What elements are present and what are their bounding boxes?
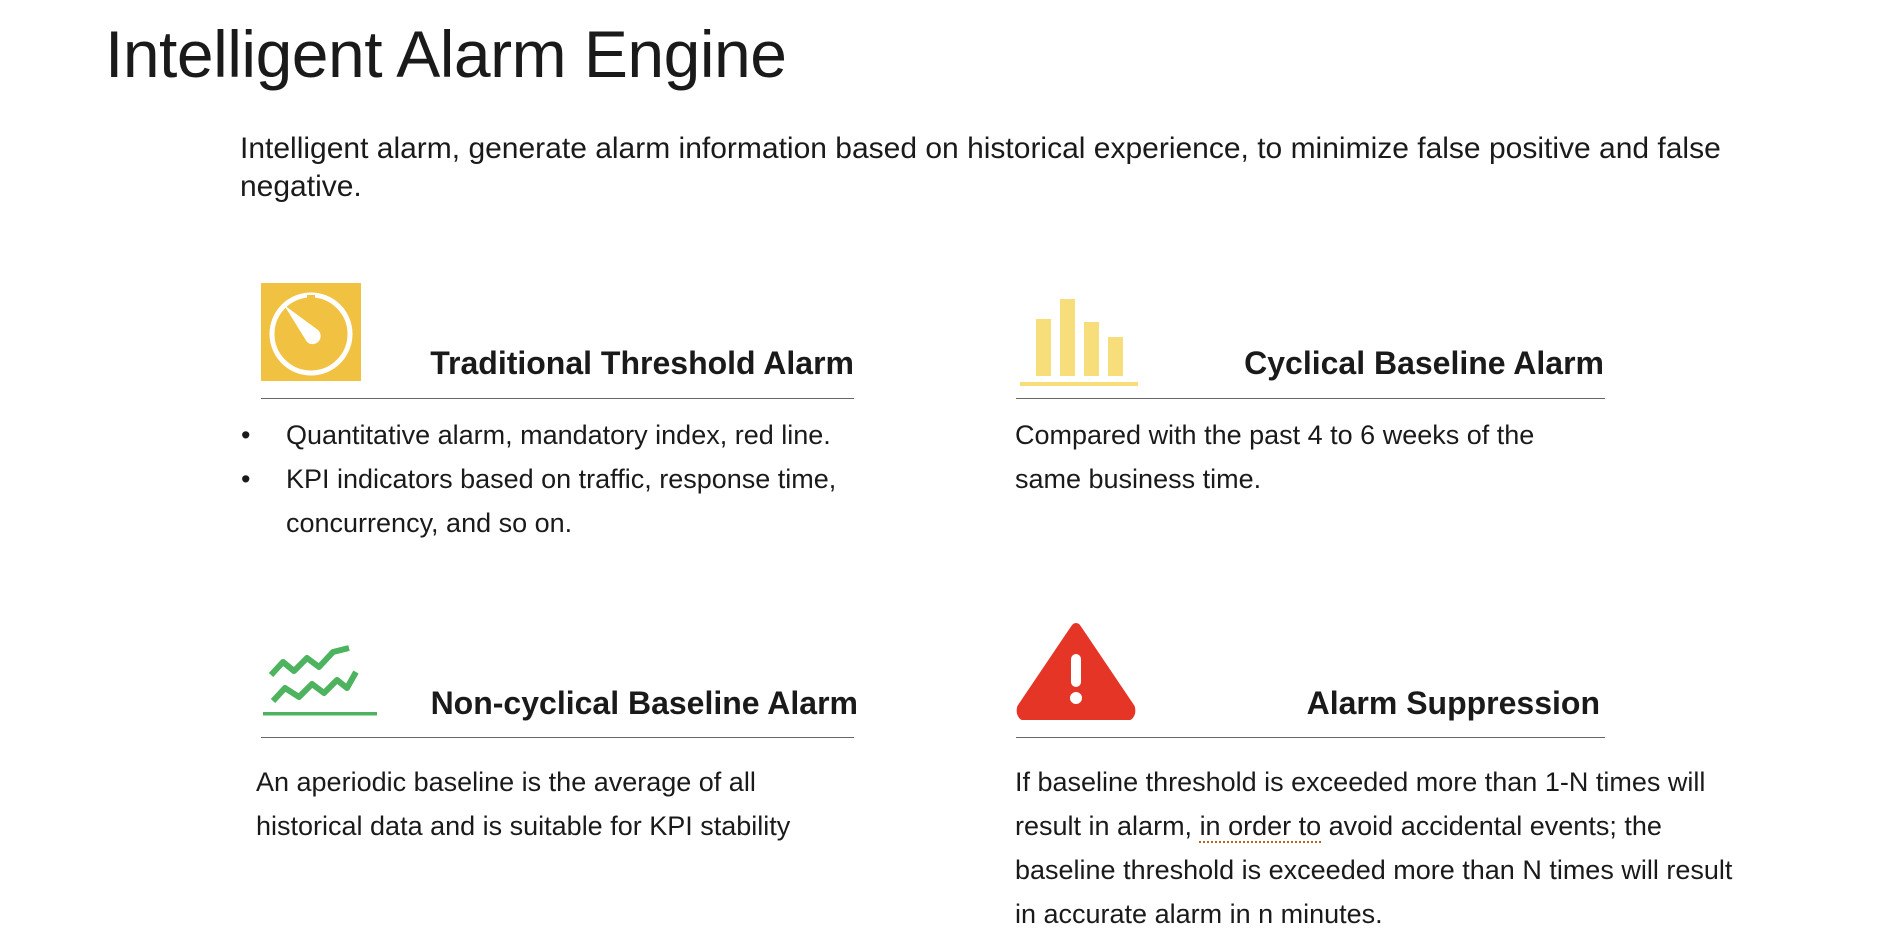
card-title-threshold: Traditional Threshold Alarm (430, 345, 854, 381)
card-divider (261, 737, 854, 738)
bullet-item: • KPI indicators based on traffic, response time, concurrency, and so on. (241, 457, 881, 545)
intro-text: Intelligent alarm, generate alarm information based on historical experience, to minimize false positive and false negative. (240, 132, 1721, 203)
card-divider (1016, 398, 1605, 399)
card-divider (1016, 737, 1605, 738)
card-divider (261, 398, 854, 399)
card-title-noncyclical: Non-cyclical Baseline Alarm (430, 685, 858, 721)
warning-triangle-icon (1016, 620, 1136, 720)
card-title-cyclical: Cyclical Baseline Alarm (1244, 345, 1604, 381)
suppression-text-start: If baseline threshold is exceeded more than 1-N times will result in alarm, (1015, 767, 1706, 841)
bullet-item: • Quantitative alarm, mandatory index, red line. (241, 413, 881, 457)
card-body-cyclical: Compared with the past 4 to 6 weeks of the same business time. (1015, 420, 1535, 494)
trend-lines-icon (261, 645, 379, 721)
gauge-icon (261, 283, 361, 381)
card-body-threshold (241, 413, 881, 545)
page-title: Intelligent Alarm Engine (105, 17, 787, 91)
spellcheck-underlined-phrase: in order to (1199, 811, 1322, 841)
suppression-text-end: avoid accidental events; the baseline threshold is exceeded more than N times will result in accurate alarm in n minutes. (1015, 811, 1733, 929)
card-body-noncyclical: An aperiodic baseline is the average of all historical data and is suitable for KPI stability (256, 767, 791, 841)
bar-chart-icon (1020, 295, 1138, 387)
card-title-suppression: Alarm Suppression (1306, 685, 1600, 721)
card-body-suppression (1015, 760, 1735, 936)
